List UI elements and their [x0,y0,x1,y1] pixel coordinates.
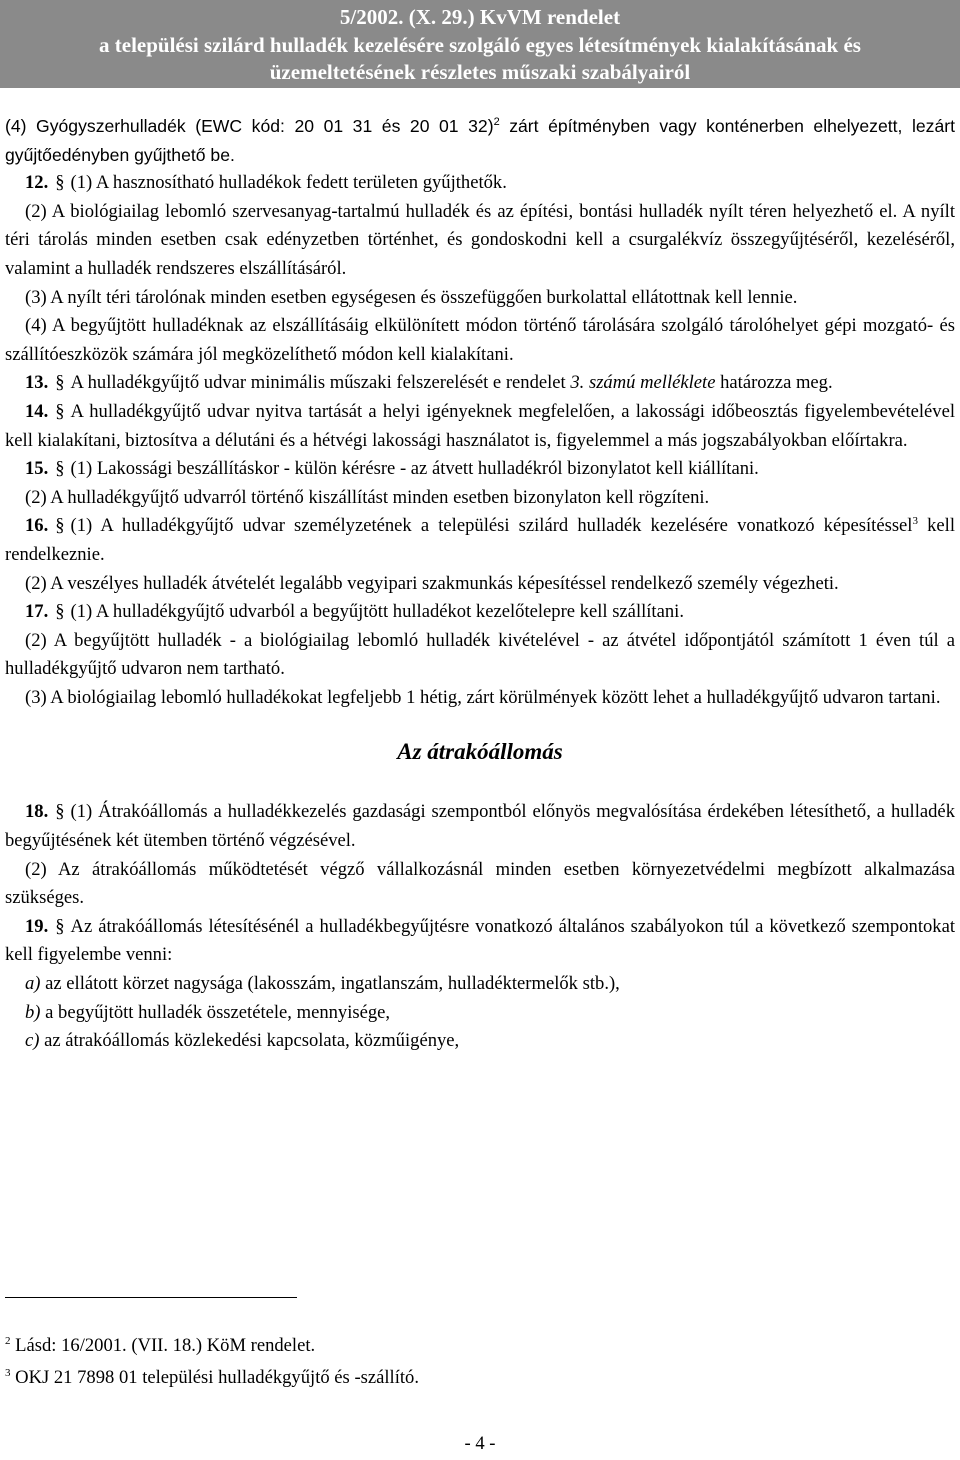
section-number: 17. [25,601,49,623]
paragraph-sign: § [55,400,65,422]
section-number: 12. [25,172,49,194]
section-17-3: (3) A biológiailag lebomló hulladékokat legfeljebb 1 hétig, zárt körülmények között lehet a hulladékgyűjtő udvaron tartani. [25,686,941,708]
section-number: 14. [25,400,49,422]
section-12-1: 12. § (1) A hasznosítható hulladékok fedett területen gyűjthetők. [25,172,507,194]
document-header [0,0,960,88]
section-14: 14. § A hulladékgyűjtő udvar nyitva tartását a helyi igényeknek megfelelően, a lakossági időbeosztás figyelembevételével kell kialakítani, biztosítva a délutáni és a hétvégi lakossági használatot is, figyelemmel a más jogszabályokban előírtakra. [5,400,955,451]
section-19: 19. § Az átrakóállomás létesítésénél a hulladékbegyűjtésre vonatkozó általános szabályokon túl a következő szempontokat kell figyelembe venni: [5,915,955,966]
section-16-1: 16. § (1) A hulladékgyűjtő udvar személyzetének a települési szilárd hulladék kezelésére vonatkozó képesítéssel$^3$ kell rendelkeznie. [5,515,955,565]
section-number: 13. [25,372,49,394]
section-number: 15. [25,458,49,480]
header-line-1: 5/2002. (X. 29.) KvVM rendelet [339,5,621,29]
section-12-4: (4) A begyűjtött hulladéknak az elszállításáig elkülönített módon történő tárolására szolgáló tárolóhelyet gépi mozgató- és szállítóeszközök számára jól megközelíthető módon kell kialakítani. [5,315,955,365]
section-18-1: 18. § (1) Átrakóállomás a hulladékkezelés gazdasági szempontból előnyös megvalósítása érdekében létesíthető, a hulladék begyűjtésének két ütemben történő végzésével. [5,801,955,852]
list-item-b: b) a begyűjtött hulladék összetétele, mennyisége, [25,1001,391,1023]
header-line-2: a települési szilárd hulladék kezelésére szolgáló egyes létesítmények kialakításának és [99,32,861,57]
list-item-a: a) az ellátott körzet nagysága (lakosszám, ingatlanszám, hulladéktermelők stb.), [25,973,620,995]
paragraph-11-4: (4) Gyógyszerhulladék (EWC kód: 20 01 31 és 20 01 32)$^2$ zárt építményben vagy konténerben elhelyezett, lezárt gyűjtőedényben gyűjthető be. [5,116,955,165]
footnote-divider [5,1297,297,1298]
paragraph-sign: § [55,915,65,937]
section-number: 19. [25,915,49,937]
list-item-c: c) az átrakóállomás közlekedési kapcsolata, közműigénye, [25,1030,460,1052]
section-15-1: 15. § (1) Lakossági beszállításkor - külön kérésre - az átvett hulladékról bizonylatot kell kiállítani. [25,458,759,480]
section-number: 18. [25,801,49,823]
paragraph-sign: § [55,515,65,537]
section-number: 16. [25,515,49,537]
section-17-1: 17. § (1) A hulladékgyűjtő udvarból a begyűjtött hulladékot kezelőtelepre kell szállítani. [25,601,684,623]
section-12-3: (3) A nyílt téri tárolónak minden esetben egységesen és összefüggően burkolattal ellátottnak kell lennie. [25,286,798,308]
document-body [5,112,955,1056]
paragraph-sign: § [55,372,65,394]
footnotes [5,1330,955,1394]
footnote-ref-2: 2 [493,116,500,129]
paragraph-sign: § [55,801,65,823]
paragraph-sign: § [55,172,65,194]
footnote-3: $^3$ OKJ 21 7898 01 települési hulladékgyűjtő és -szállító. [5,1366,419,1388]
annex-reference: 3. számú melléklete [570,372,716,394]
paragraph-sign: § [55,458,65,480]
paragraph-sign: § [55,601,65,623]
section-16-2: (2) A veszélyes hulladék átvételét legalább vegyipari szakmunkás képesítéssel rendelkező személy végezheti. [25,572,839,594]
section-13: 13. § A hulladékgyűjtő udvar minimális műszaki felszerelését e rendelet 3. számú melléklete határozza meg. [25,372,833,394]
header-line-3: üzemeltetésének részletes műszaki szabályairól [269,60,691,84]
section-18-2: (2) Az átrakóállomás működtetését végző vállalkozásnál minden esetben környezetvédelmi megbízott alkalmazása szükséges. [5,858,955,909]
section-heading: Az átrakóállomás [397,739,563,765]
page-number: - 4 - [464,1433,496,1454]
section-12-2: (2) A biológiailag lebomló szervesanyag-tartalmú hulladék és az építési, bontási hulladék nyílt téren helyezhető el. A nyílt téri tárolás minden esetben csak edényzetben történhet, és gondoskodni kell a csurgalékvíz összegyűjtéséről, kezeléséről, valamint a hulladék rendszeres elszállításáról. [5,200,955,279]
section-17-2: (2) A begyűjtött hulladék - a biológiailag lebomló hulladék kivételével - az átvétel időpontjától számított 1 éven túl a hulladékgyűjtő udvaron nem tartható. [5,629,955,680]
footnote-2: $^2$ Lásd: 16/2001. (VII. 18.) KöM rendelet. [5,1334,316,1356]
footnote-ref-3: 3 [912,515,918,528]
section-15-2: (2) A hulladékgyűjtő udvarról történő kiszállítást minden esetben bizonylaton kell rögzíteni. [25,486,710,508]
